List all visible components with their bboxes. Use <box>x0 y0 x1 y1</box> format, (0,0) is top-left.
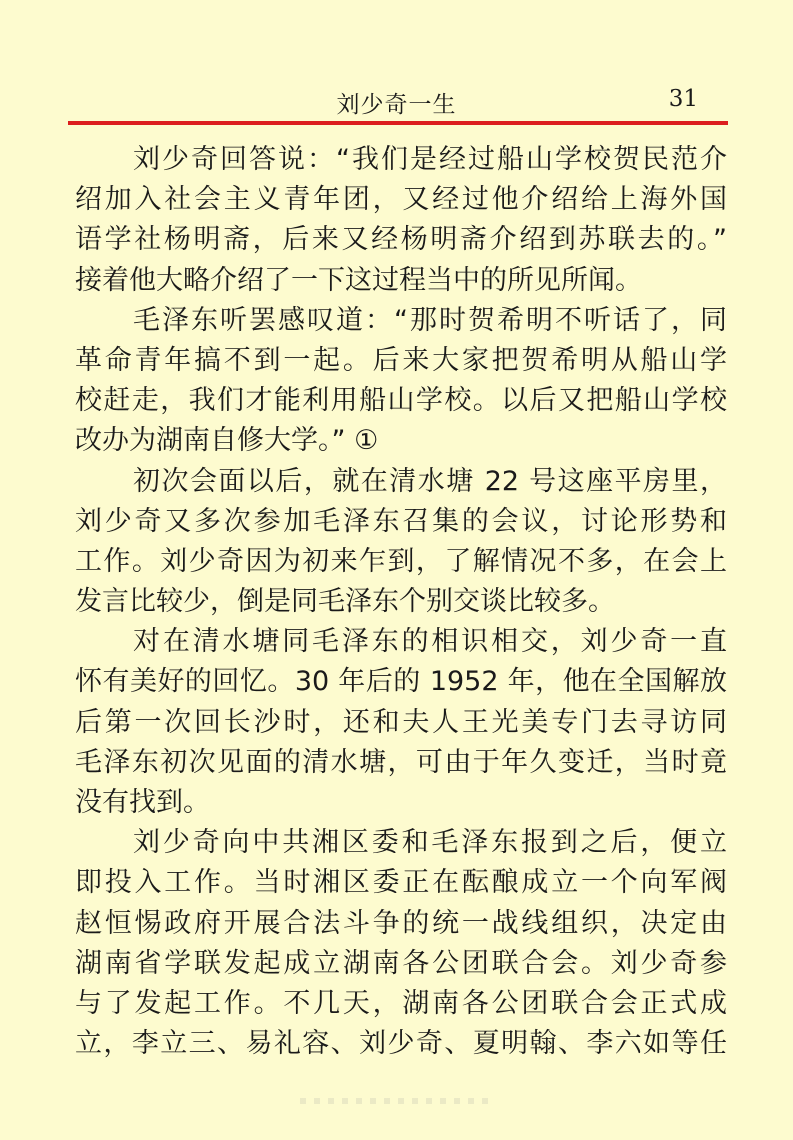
bleed-through-mark <box>300 1098 490 1104</box>
text-line: 赵恒惕政府开展合法斗争的统一战线组织，决定由 <box>75 907 727 939</box>
text-line: 刘少奇回答说：“我们是经过船山学校贺民范介 <box>133 144 727 175</box>
text-line: 即投入工作。当时湘区委正在酝酿成立一个向军阀 <box>75 867 727 899</box>
text-line: 刘少奇又多次参加毛泽东召集的会议，讨论形势和 <box>75 505 727 537</box>
text-line: 毛泽东听罢感叹道：“那时贺希明不听话了，同 <box>133 304 727 336</box>
page-number: 31 <box>668 86 698 112</box>
text-line: 绍加入社会主义青年团，又经过他介绍给上海外国 <box>75 184 727 216</box>
text-line: 接着他大略介绍了一下这过程当中的所见所闻。 <box>75 264 642 296</box>
text-line: 语学社杨明斋，后来又经杨明斋介绍到苏联去的。” <box>75 224 727 256</box>
text-line: 初次会面以后，就在清水塘 22 号这座平房里， <box>133 465 727 497</box>
text-line: 革命青年搞不到一起。后来大家把贺希明从船山学 <box>75 344 727 376</box>
text-line: 改办为湖南自修大学。” ① <box>75 425 379 457</box>
running-title: 刘少奇一生 <box>336 92 457 118</box>
text-line: 没有找到。 <box>75 787 210 818</box>
header-rule <box>68 121 728 125</box>
text-line: 刘少奇向中共湘区委和毛泽东报到之后，便立 <box>133 827 727 859</box>
text-line: 后第一次回长沙时，还和夫人王光美专门去寻访同 <box>75 706 727 738</box>
text-line: 怀有美好的回忆。30 年后的 1952 年，他在全国解放 <box>75 666 727 698</box>
text-line: 校赶走，我们才能利用船山学校。以后又把船山学校 <box>75 385 727 417</box>
text-line: 发言比较少，倒是同毛泽东个别交谈比较多。 <box>75 586 615 618</box>
text-line: 工作。刘少奇因为初来乍到，了解情况不多，在会上 <box>75 545 727 577</box>
text-line: 立，李立三、易礼容、刘少奇、夏明翰、李六如等任 <box>75 1028 727 1060</box>
text-line: 对在清水塘同毛泽东的相识相交，刘少奇一直 <box>133 626 727 658</box>
text-line: 湖南省学联发起成立湖南各公团联合会。刘少奇参 <box>75 947 727 979</box>
body-text <box>75 140 727 1064</box>
text-line: 毛泽东初次见面的清水塘，可由于年久变迁，当时竟 <box>75 746 727 778</box>
text-line: 与了发起工作。不几天，湖南各公团联合会正式成 <box>75 987 727 1019</box>
